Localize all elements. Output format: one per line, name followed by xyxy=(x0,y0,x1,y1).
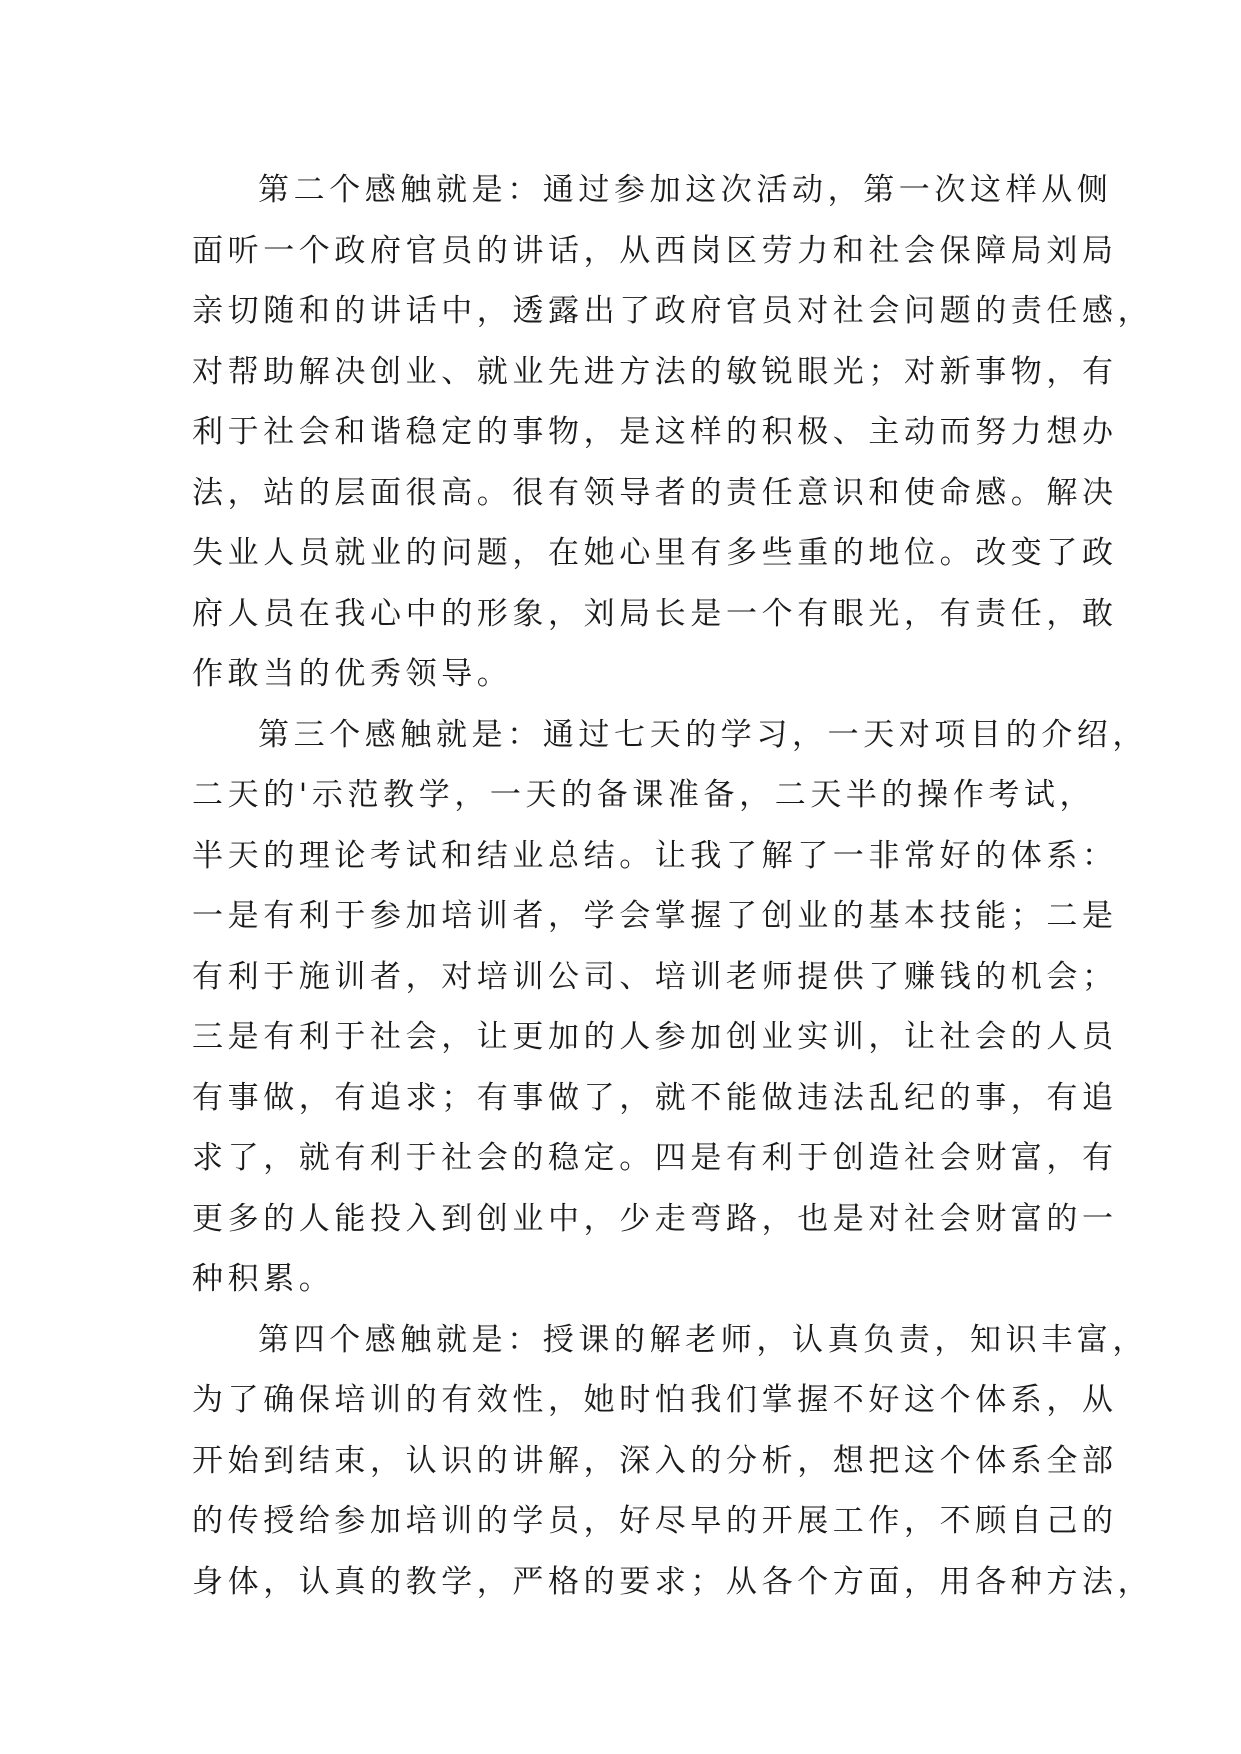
text-line: 半天的理论考试和结业总结。让我了解了一非常好的体系： xyxy=(192,837,1118,874)
text-line: 失业人员就业的问题，在她心里有多些重的地位。改变了政 xyxy=(192,535,1118,571)
text-line: 三是有利于社会，让更加的人参加创业实训，让社会的人员 xyxy=(192,1019,1118,1055)
text-line: 更多的人能投入到创业中，少走弯路，也是对社会财富的一 xyxy=(192,1200,1118,1237)
paragraph-third-impression xyxy=(192,705,1148,1310)
paragraph-fourth-impression xyxy=(192,1310,1154,1613)
text-line: 面听一个政府官员的讲话，从西岗区劳力和社会保障局刘局 xyxy=(192,232,1118,269)
text-line: 作敢当的优秀领导。 xyxy=(192,656,513,692)
body-text xyxy=(192,160,1154,1612)
text-line: 亲切随和的讲话中，透露出了政府官员对社会问题的责任感， xyxy=(192,293,1154,329)
text-line: 为了确保培训的有效性，她时怕我们掌握不好这个体系，从 xyxy=(192,1382,1118,1418)
text-line: 对帮助解决创业、就业先进方法的敏锐眼光；对新事物，有 xyxy=(192,353,1118,390)
text-line: 的传授给参加培训的学员，好尽早的开展工作，不顾自己的 xyxy=(192,1503,1118,1539)
text-line: 利于社会和谐稳定的事物，是这样的积极、主动而努力想办 xyxy=(192,414,1118,450)
text-line: 府人员在我心中的形象，刘局长是一个有眼光，有责任，敢 xyxy=(192,595,1118,632)
text-line: 开始到结束，认识的讲解，深入的分析，想把这个体系全部 xyxy=(192,1442,1118,1479)
text-line: 求了，就有利于社会的稳定。四是有利于创造社会财富，有 xyxy=(192,1140,1118,1176)
text-line: 有利于施训者，对培训公司、培训老师提供了赚钱的机会； xyxy=(192,958,1118,995)
text-line: 第三个感触就是：通过七天的学习，一天对项目的介绍， xyxy=(258,716,1148,753)
text-line: 第二个感触就是：通过参加这次活动，第一次这样从侧 xyxy=(258,172,1113,208)
text-line: 二天的'示范教学，一天的备课准备，二天半的操作考试， xyxy=(192,777,1096,813)
text-line: 法，站的层面很高。很有领导者的责任意识和使命感。解决 xyxy=(192,474,1118,511)
paragraph-second-impression xyxy=(192,160,1154,705)
text-line: 有事做，有追求；有事做了，就不能做违法乱纪的事，有追 xyxy=(192,1079,1118,1116)
text-line: 一是有利于参加培训者，学会掌握了创业的基本技能；二是 xyxy=(192,898,1118,934)
text-line: 身体，认真的教学，严格的要求；从各个方面，用各种方法， xyxy=(192,1563,1154,1600)
text-line: 种积累。 xyxy=(192,1261,335,1297)
text-line: 第四个感触就是：授课的解老师，认真负责，知识丰富， xyxy=(258,1321,1148,1358)
